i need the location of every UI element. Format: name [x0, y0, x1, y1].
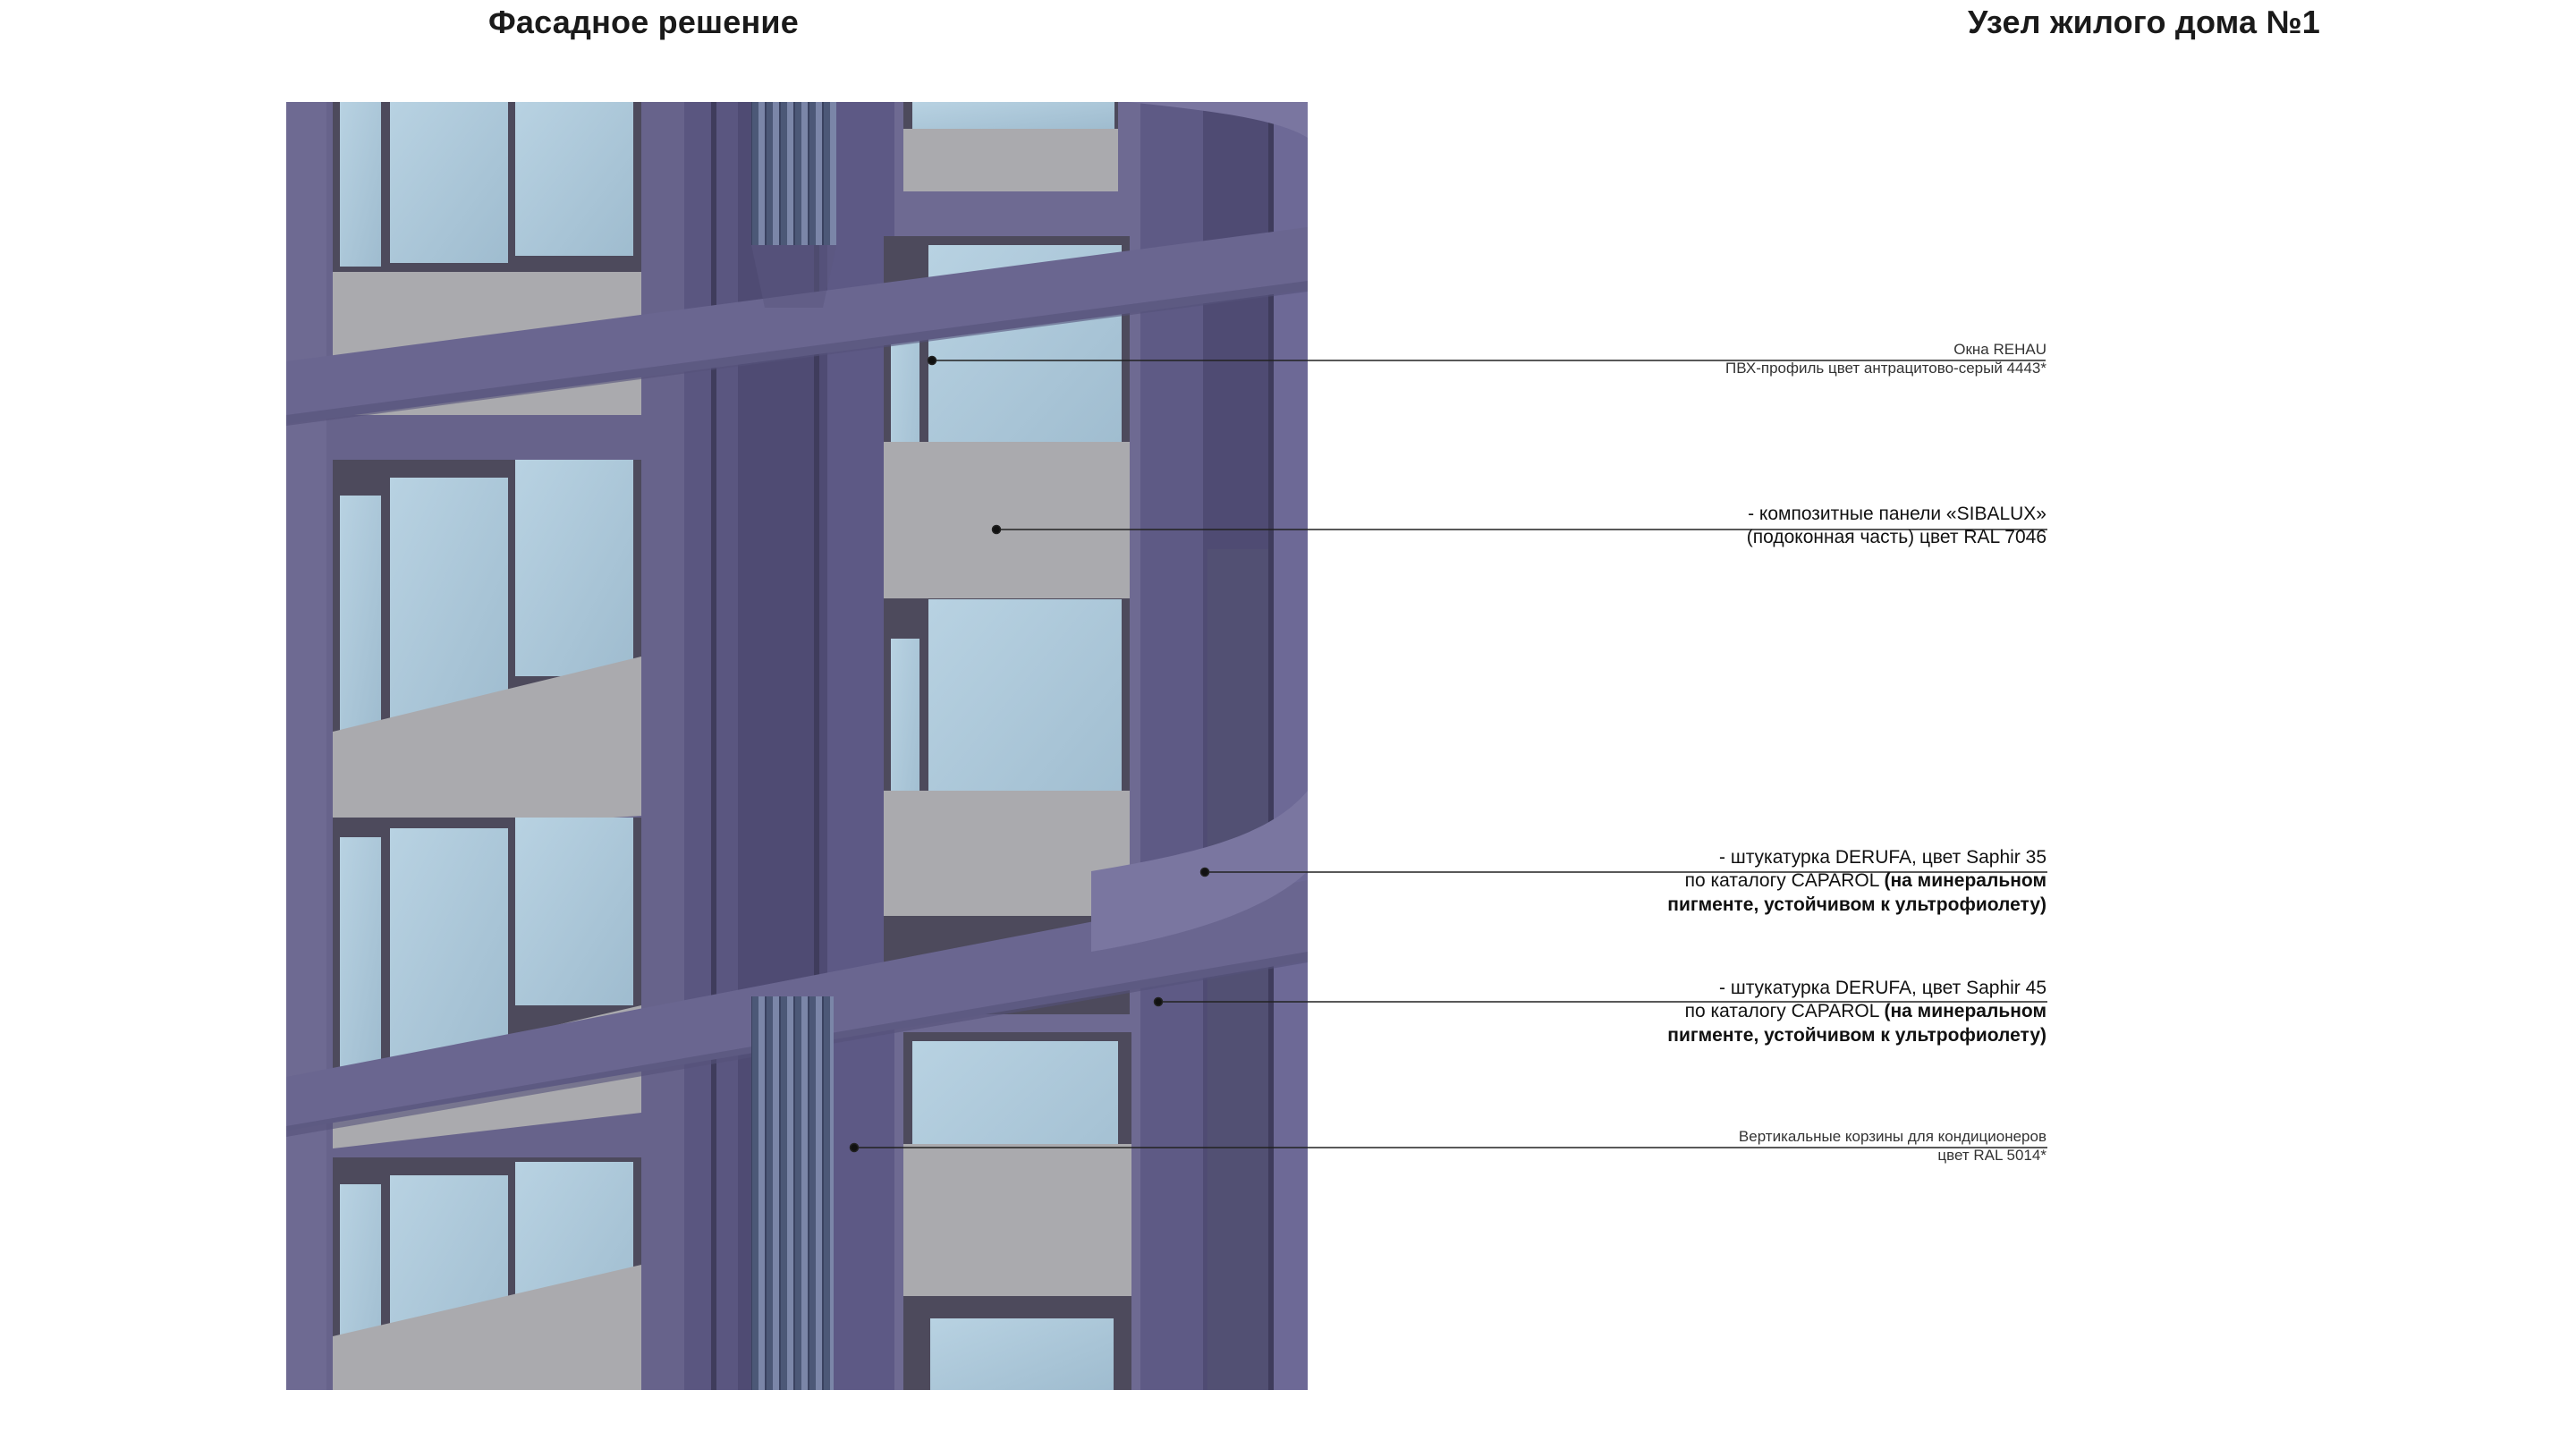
left-bay [286, 102, 702, 1390]
callout-ac-baskets: Вертикальные корзины для кондиционеров цвет RAL 5014* [1738, 1128, 2046, 1165]
callout-windows: Окна REHAU ПВХ-профиль цвет антрацитово-серый 4443* [1725, 341, 2046, 377]
ac-basket-upper [751, 102, 836, 245]
callout-plaster-saphir-45: - штукатурка DERUFA, цвет Saphir 45 по каталогу CAPAROL (на минеральном пигменте, устойчивом к ультрофиолету) [1667, 978, 2046, 1046]
sheet-title-left: Фасадное решение [488, 4, 799, 40]
sheet-title-right: Узел жилого дома №1 [1968, 4, 2320, 40]
facade-render [286, 102, 1308, 1390]
callout-composite-panels: - композитные панели «SIBALUX» (подоконная часть) цвет RAL 7046 [1746, 504, 2046, 548]
ac-basket-lower [751, 996, 834, 1390]
callout-plaster-saphir-35: - штукатурка DERUFA, цвет Saphir 35 по каталогу CAPAROL (на минеральном пигменте, устойчивом к ультрофиолету) [1667, 847, 2046, 915]
